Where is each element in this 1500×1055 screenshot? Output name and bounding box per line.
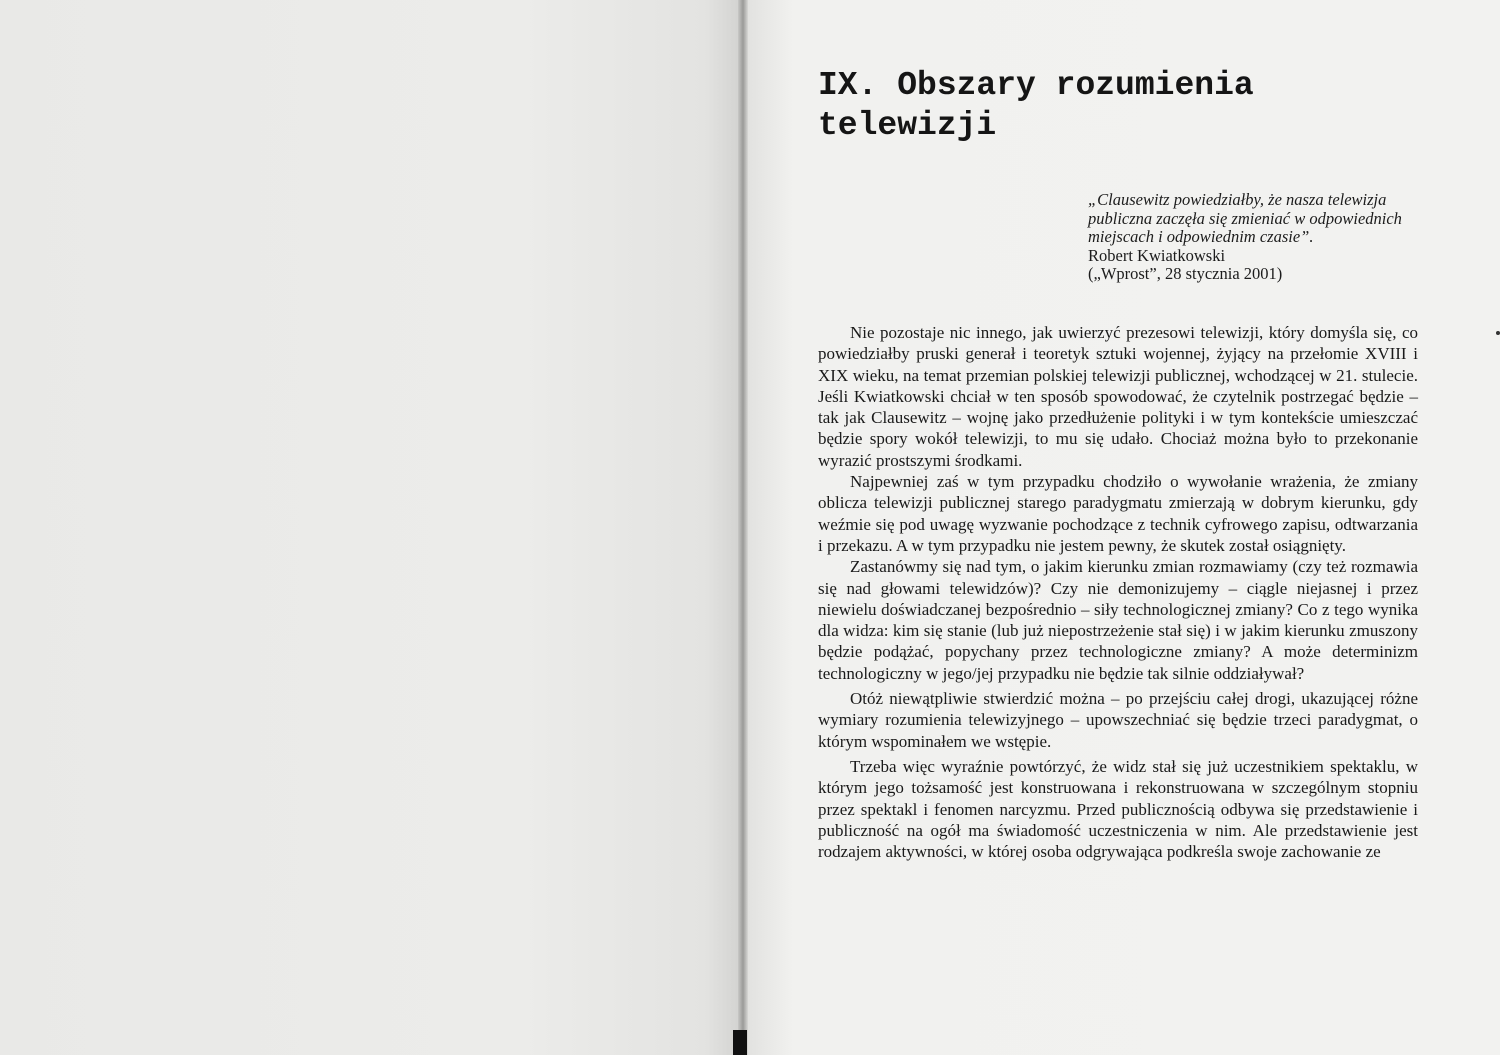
epigraph	[1088, 191, 1418, 284]
paragraph: Najpewniej zaś w tym przypadku chodziło o wywołanie wrażenia, że zmiany oblicza telewizji publicznej starego paradygmatu zmierzają w dobrym kierunku, gdy weźmie się pod uwagę wyzwanie pochodzące z technik cyfrowego zapisu, odtwarzania i przekazu. A w tym przypadku nie jestem pewny, że skutek został osiągnięty.	[818, 472, 1418, 555]
paragraph: Trzeba więc wyraźnie powtórzyć, że widz stał się już uczestnikiem spektaklu, w którym jego tożsamość jest konstruowana i rekonstruowana w szczególnym stopniu przez spektakl i fenomen narcyzmu. Przed publicznością odbywa się przedstawienie i publiczność na ogół ma świadomość uczestniczenia w nim. Ale przedstawienie jest rodzajem aktywności, w której osoba odgrywająca podkreśla swoje zachowanie ze	[818, 756, 1418, 862]
epigraph-source: („Wprost”, 28 stycznia 2001)	[1088, 264, 1283, 283]
paragraph: Nie pozostaje nic innego, jak uwierzyć prezesowi telewizji, który domyśla się, co powiedziałby pruski generał i teoretyk sztuki wojennej, żyjący na przełomie XVIII i XIX wieku, na temat przemian polskiej telewizji publicznej, wchodzącej w 21. stulecie. Jeśli Kwiatkowski chciał w ten sposób spowodować, że czytelnik postrzegać będzie – tak jak Clausewitz – wojnę jako przedłużenie polityki i w tym kontekście umieszczać będzie spory wokół telewizji, to mu się udało. Chociaż można było to przekonanie wyrazić prostszymi środkami.	[818, 323, 1418, 470]
paragraph: Otóż niewątpliwie stwierdzić można – po przejściu całej drogi, ukazującej różne wymiary rozumienia telewizyjnego – upowszechniać się będzie trzeci paradygmat, o którym wspominałem we wstępie.	[818, 689, 1418, 751]
gutter-shadow	[733, 1030, 747, 1055]
chapter-body	[818, 322, 1418, 862]
paragraph: Zastanówmy się nad tym, o jakim kierunku zmian rozmawiamy (czy też rozmawia się nad głowami telewidzów)? Czy nie demonizujemy – ciągle niejasnej i przez niewielu doświadczanej bezpośrednio – siły technologicznej zmiany? Co z tego wynika dla widza: kim się stanie (lub już niepostrzeżenie stał się) i w jakim kierunku zmuszony będzie podążać, popychany przez technologiczne zmiany? A może determinizm technologiczny w jego/jej przypadku nie będzie tak silnie oddziaływał?	[818, 557, 1418, 683]
epigraph-quote: „Clausewitz powiedziałby, że nasza telewizja publiczna zaczęła się zmieniać w odpowiednich miejscach i odpowiednim czasie”.	[1088, 190, 1402, 246]
book-gutter	[738, 0, 748, 1055]
left-page-blank	[0, 0, 742, 1055]
epigraph-author: Robert Kwiatkowski	[1088, 245, 1226, 265]
chapter-title: IX. Obszary rozumienia telewizji	[818, 67, 1254, 144]
page-edge-mark	[1496, 331, 1500, 335]
